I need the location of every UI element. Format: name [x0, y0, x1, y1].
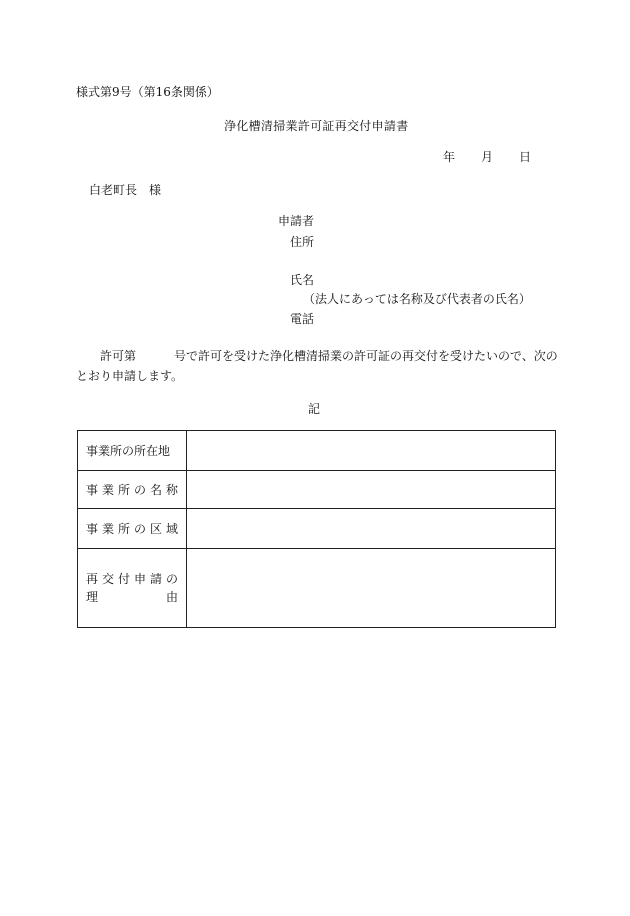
addressee: 白老町長 様 [89, 183, 162, 197]
table-row-office-name [78, 471, 556, 509]
table-row-location [78, 431, 556, 471]
address-label: 住所 [290, 235, 315, 249]
reason-label-line-2: 理由 [86, 590, 178, 604]
date-month-label: 月 [481, 150, 494, 164]
office-name-label: 事業所の名称 [86, 483, 178, 497]
ki-heading: 記 [308, 402, 321, 416]
office-name-label-cell [78, 471, 187, 509]
body-line-1-text: 号で許可を受けた浄化槽清掃業の許可証の再交付を受けたいので、次の [174, 349, 558, 363]
corporate-note: （法人にあっては名称及び代表者の氏名） [303, 292, 531, 306]
area-value-cell[interactable] [187, 509, 556, 549]
area-label-cell [78, 509, 187, 549]
location-label-cell [78, 431, 187, 471]
area-label: 事業所の区域 [86, 522, 178, 536]
location-value-cell[interactable] [187, 431, 556, 471]
date-line [443, 151, 531, 163]
applicant-label: 申請者 [278, 214, 315, 228]
date-year-label: 年 [443, 150, 456, 164]
table-row-reason [78, 549, 556, 628]
table-row-area [78, 509, 556, 549]
name-label: 氏名 [290, 273, 315, 287]
location-label: 事業所の所在地 [86, 444, 171, 458]
body-line-1 [100, 350, 558, 362]
office-name-value-cell[interactable] [187, 471, 556, 509]
document-title: 浄化槽清掃業許可証再交付申請書 [224, 119, 409, 133]
form-number: 様式第9号（第16条関係） [76, 85, 219, 99]
reason-label-line-1: 再交付申請の [86, 572, 178, 586]
reason-value-cell[interactable] [187, 549, 556, 628]
date-day-label: 日 [519, 150, 532, 164]
detail-table [77, 430, 556, 628]
body-line-2: とおり申請します。 [76, 369, 184, 383]
permit-prefix: 許可第 [100, 349, 137, 363]
phone-label: 電話 [290, 312, 315, 326]
reason-label-cell [78, 549, 187, 628]
